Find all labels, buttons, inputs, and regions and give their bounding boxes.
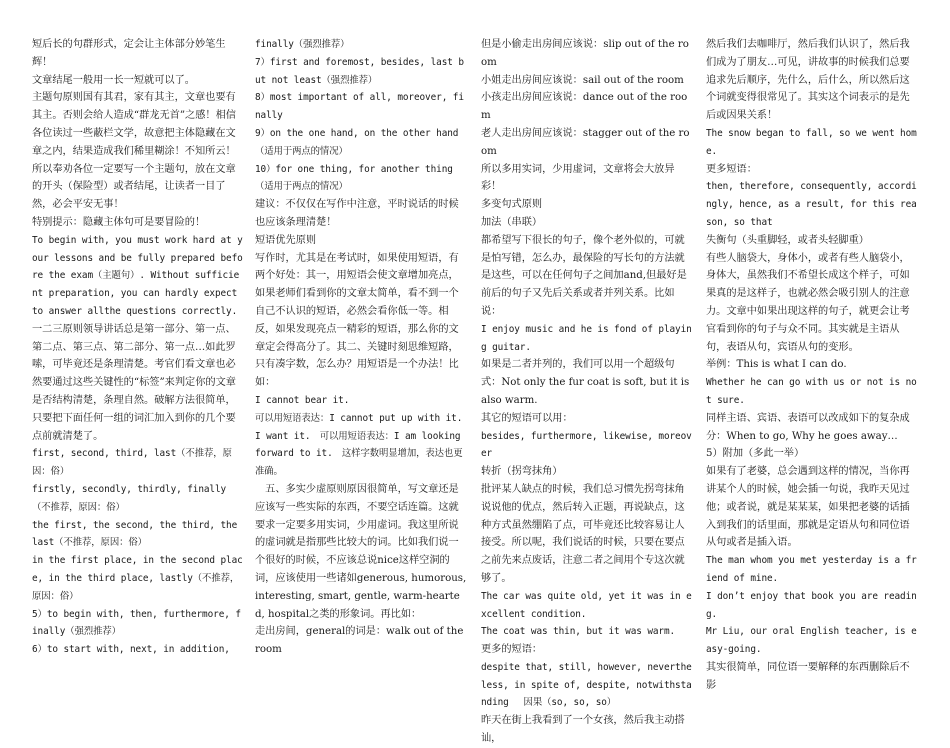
paragraph: 短后长的句群形式，定会让主体部分妙笔生辉！ — [32, 39, 226, 68]
paragraph: 走出房间，general的词是：walk out of the room — [255, 626, 464, 656]
paragraph: 五、多实少虚原则原因很简单，写文章还是应该写一些实际的东西，不要空话连篇。这就要求一定要多用实词，少用虚词。我这里所说的虚词就是指那些比较大的词。比如我们说一个很好的时候，不应该总说nice这样空洞的词，应该使用一些诸如generous, humorous, interesting, smart, gentle, warm-hearted, hospital之类的形象词。再比如： — [255, 483, 467, 620]
paragraph: in the first place, in the second place, in the third place, lastly（不推荐，原因：俗） — [32, 555, 243, 602]
paragraph: 短语优先原则 — [255, 234, 317, 246]
paragraph: besides, furthermore, likewise, moreover — [481, 430, 692, 460]
paragraph: first, second, third, last（不推荐，原因：俗） — [32, 448, 232, 478]
paragraph: To begin with, you must work hard at your lessons and be fully prepared before the exam（主题句）. Without sufficient preparation, you can hardly expect to answer allthe questions correctly. — [32, 234, 243, 317]
paragraph: 昨天在街上我看到了一个女孩，然后我主动搭讪， — [481, 715, 685, 745]
paragraph: 所以多用实词，少用虚词，文章将会大放异彩！ — [481, 163, 675, 193]
paragraph: 但是小偷走出房间应该说：slip out of the room — [481, 39, 689, 68]
paragraph: Whether he can go with us or not is not sure. — [706, 377, 917, 406]
text-column-1 — [32, 36, 244, 666]
paragraph: 其实很简单，同位语一要解释的东西删除后不影 — [706, 661, 910, 691]
paragraph: Mr Liu, our oral English teacher, is easy-going. — [706, 626, 917, 656]
paragraph: 加法（串联） — [481, 216, 543, 228]
paragraph: 批评某人缺点的时候，我们总习惯先拐弯抹角说说他的优点，然后转入正题，再说缺点，这种方式虽然绷陷了点，可毕竟还比较容易让人接受。所以呢，我们说话的时候，只要在要点之前先来点废话，注意二者之间用个专这次就够了。 — [481, 483, 685, 584]
paragraph: 写作时，尤其是在考试时，如果使用短语，有两个好处：其一，用短语会使文章增加亮点，如果老师们看到你的文章太简单，看不到一个自己不认识的短语，必然会看你低一等。相反，如果发现亮点一精彩的短语，那么你的文章定会得高分了。其二、关键时刻思维短路，只有凑字数，怎么办？用短语是一个办法！比如： — [255, 252, 459, 389]
paragraph: 5）附加（多此一举） — [706, 448, 805, 460]
paragraph: 文章结尾一般用一长一短就可以了。 — [32, 74, 195, 86]
paragraph: 一二三原则领导讲话总是第一部分、第一点、第二点、第三点、第二部分、第一点…如此罗嗦，可毕竟还是条理清楚。考官们看文章也必然要通过这些关键性的“标签”来判定你的文章是否结构清楚，条理自然。破解方法很简单，只要把下面任何一组的词汇加入到你的几个要点前就清楚了。 — [32, 323, 236, 442]
paragraph: despite that, still, however, nevertheless, in spite of, despite, notwithstanding 因果（so, so, so） — [481, 661, 692, 709]
paragraph: 转折（拐弯抹角） — [481, 466, 563, 478]
paragraph: 9）on the one hand, on the other hand（适用于两点的情况） — [255, 127, 459, 157]
text-column-2 — [255, 36, 467, 666]
paragraph: I enjoy music and he is fond of playing guitar. — [481, 323, 692, 353]
paragraph: The snow began to fall, so we went home. — [706, 127, 917, 157]
paragraph: 7）first and foremost, besides, last but not least（强烈推荐） — [255, 56, 464, 86]
paragraph: 有些人脑袋大，身体小，或者有些人脑袋小，身体大，虽然我们不希望长成这个样子，可如果真的是这样子，也就必然会吸引别人的注意力。文章中如果出现这样的句子，就更会让考官看到你的句子与众不同。其实就是主语从句，表语从句，宾语从句的变形。 — [706, 252, 910, 353]
paragraph: 其它的短语可以用： — [481, 412, 573, 424]
paragraph: then, therefore, consequently, accordingly, hence, as a result, for this reason, so that — [706, 181, 917, 228]
paragraph: The car was quite old, yet it was in excellent condition. — [481, 590, 692, 620]
paragraph: 然后我们去咖啡厅，然后我们认识了，然后我们成为了朋友…可见，讲故事的时候我们总要追求先后顺序，先什么，后什么，所以然后这个词就变得很常见了。其实这个词表示的是先后或因果关系！ — [706, 39, 910, 122]
paragraph: 可以用短语表达：I cannot put up with it. — [255, 412, 463, 424]
paragraph: 建议：不仅仅在写作中注意，平时说话的时候也应该条理清楚！ — [255, 199, 459, 228]
paragraph: 都希望写下很长的句子，像个老外似的，可就是怕写错，怎么办，最保险的写长句的方法就是这些，可以在任何句子之间加and,但最好是前后的句子又先后关系或者并列关系。比如说： — [481, 234, 687, 317]
paragraph: finally（强烈推荐） — [255, 39, 350, 50]
paragraph: 小孩走出房间应该说：dance out of the room — [481, 92, 688, 122]
paragraph: 多变句式原则 — [481, 199, 543, 211]
paragraph: 5）to begin with, then, furthermore, finally（强烈推荐） — [32, 608, 241, 638]
paragraph: 特别提示：隐藏主体句可是要冒险的！ — [32, 216, 206, 228]
paragraph: 老人走出房间应该说：stagger out of the room — [481, 127, 690, 157]
paragraph: 6）to start with, next, in addition, — [32, 644, 230, 656]
paragraph: the first, the second, the third, the last（不推荐，原因：俗） — [32, 519, 238, 549]
paragraph: 失衡句（头重脚轻，或者头轻脚重） — [706, 234, 869, 246]
text-column-4 — [706, 36, 918, 691]
paragraph: 更多的短语： — [481, 644, 543, 656]
paragraph: 10）for one thing, for another thing（适用于两点的情况） — [255, 163, 453, 193]
paragraph: The man whom you met yesterday is a friend of mine. — [706, 555, 917, 584]
paragraph: 举例：This is what I can do. — [706, 359, 847, 371]
paragraph: I don’t enjoy that book you are reading. — [706, 590, 917, 620]
paragraph: The coat was thin, but it was warm. — [481, 626, 676, 638]
paragraph: 更多短语： — [706, 163, 757, 175]
paragraph: 如果是二者并列的，我们可以用一个超级句式：Not only the fur coat is soft, but it is also warm. — [481, 359, 690, 406]
paragraph: 同样主语、宾语、表语可以改成如下的复杂成分：When to go, Why he goes away… — [706, 412, 910, 442]
paragraph: 小姐走出房间应该说：sail out of the room — [481, 74, 684, 86]
paragraph: 8）most important of all, moreover, finally — [255, 92, 464, 122]
paragraph: 主题句原则国有其君，家有其主，文章也要有其主。否则会给人造成“群龙无首”之感！相信各位读过一些蔽栏文学，故意把主体隐藏在文章之内，结果造成我们稀里糊涂！不知所云！所以奉劝各位一定要写一个主题句，放在文章的开头（保险型）或者结尾，让读者一目了然，必会平安无事！ — [32, 92, 236, 211]
text-column-3 — [481, 36, 693, 745]
paragraph: 如果有了老婆，总会遇到这样的情况，当你再讲某个人的时候，她会插一句说，我昨天见过他；或者说，就是某某某，如果把老婆的话插入到我们的话里面，那就是定语从句和同位语从句或者是插入语。 — [706, 466, 910, 549]
paragraph: I cannot bear it. — [255, 394, 350, 406]
paragraph: firstly, secondly, thirdly, finally（不推荐，原因：俗） — [32, 483, 227, 513]
paragraph: I want it. 可以用短语表达：I am looking forward to it. 这样字数明显增加，表达也更准确。 — [255, 430, 463, 478]
